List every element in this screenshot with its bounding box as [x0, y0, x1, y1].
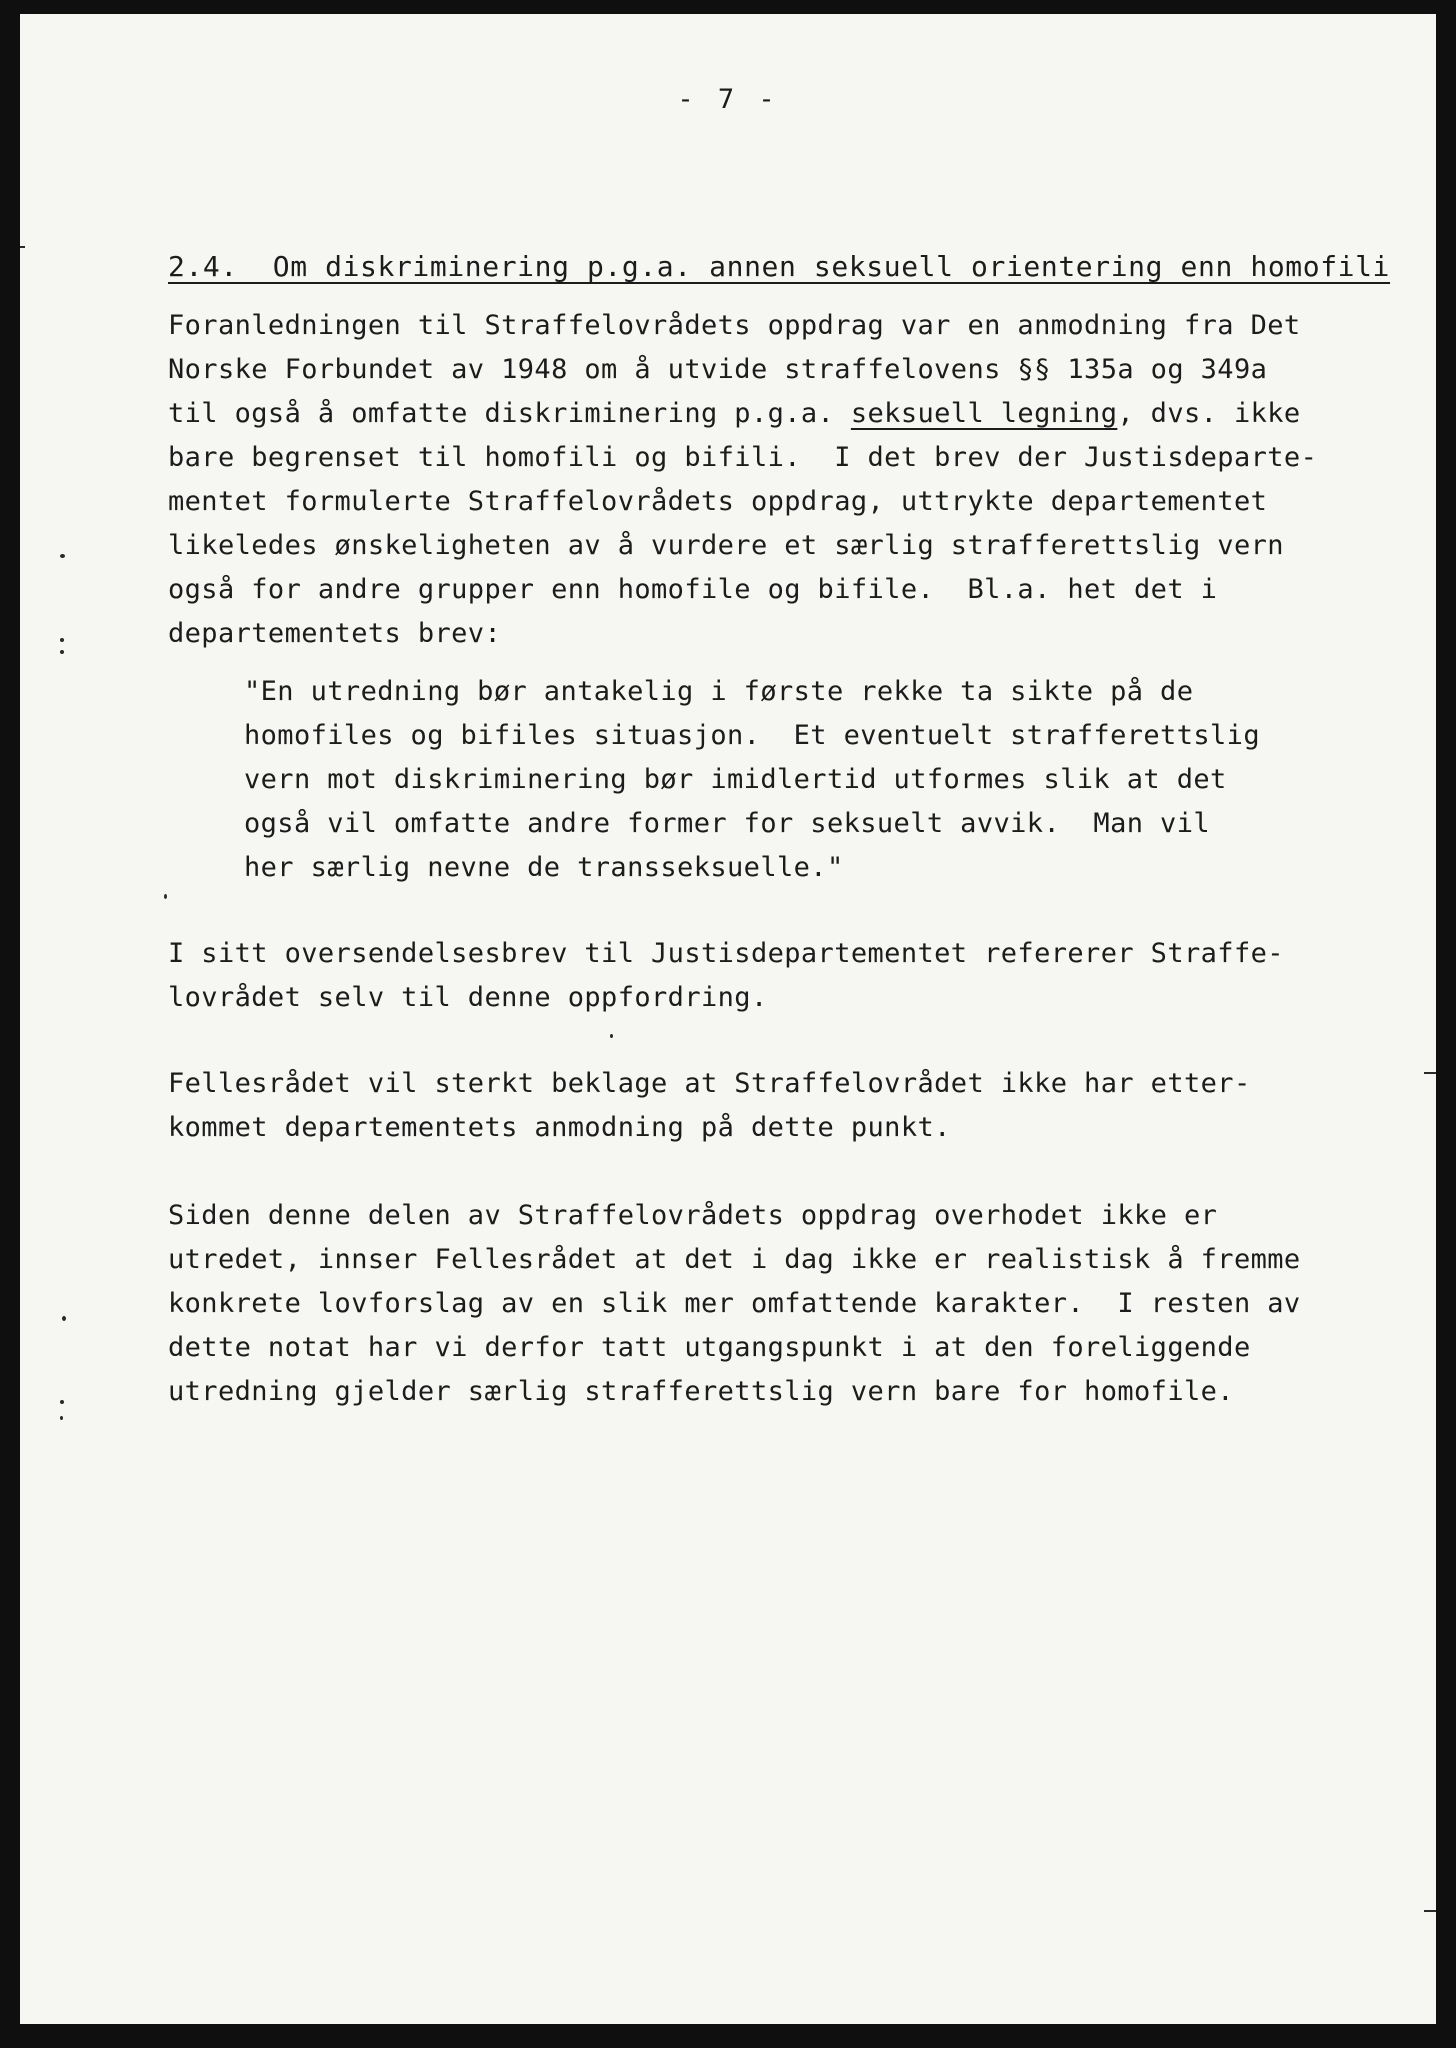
text-line: også for andre grupper enn homofile og bifile. Bl.a. het det i — [168, 574, 1218, 605]
block-quote — [244, 670, 1394, 890]
text-line: Norske Forbundet av 1948 om å utvide straffelovens §§ 135a og 349a — [168, 354, 1268, 385]
text-line: homofiles og bifiles situasjon. Et eventuelt strafferettslig — [244, 720, 1260, 751]
text-line: dette notat har vi derfor tatt utgangspunkt i at den foreliggende — [168, 1332, 1251, 1363]
scan-speck — [610, 1034, 613, 1038]
text-line: utredet, innser Fellesrådet at det i dag ikke er realistisk å fremme — [168, 1244, 1301, 1275]
text-line: "En utredning bør antakelig i første rekke ta sikte på de — [244, 676, 1194, 707]
paragraph-referral — [168, 932, 1412, 1020]
text-line: kommet departementets anmodning på dette punkt. — [168, 1112, 951, 1143]
edge-tick — [1424, 1910, 1436, 1912]
text-line: I sitt oversendelsesbrev til Justisdepartementet refererer Straffe- — [168, 938, 1284, 969]
edge-tick — [20, 246, 25, 248]
text-line — [168, 392, 1412, 436]
text-line: mentet formulerte Straffelovrådets oppdrag, uttrykte departementet — [168, 486, 1268, 517]
text-segment: , dvs. ikke — [1117, 398, 1301, 429]
paragraph-introduction — [168, 304, 1412, 656]
document-page — [20, 14, 1436, 2024]
text-line: Foranledningen til Straffelovrådets oppdrag var en anmodning fra Det — [168, 310, 1301, 341]
text-line: vern mot diskriminering bør imidlertid utformes slik at det — [244, 764, 1227, 795]
paragraph-regret — [168, 1062, 1412, 1150]
scan-speck — [62, 1316, 66, 1321]
text-line: lovrådet selv til denne oppfordring. — [168, 982, 768, 1013]
scan-speck — [60, 1416, 63, 1420]
scan-speck — [60, 1400, 64, 1404]
text-line: bare begrenset til homofili og bifili. I det brev der Justisdeparte- — [168, 442, 1318, 473]
section-heading: 2.4. Om diskriminering p.g.a. annen seksuell orientering enn homofili — [168, 250, 1391, 283]
text-line: likeledes ønskeligheten av å vurdere et særlig strafferettslig vern — [168, 530, 1284, 561]
paragraph-conclusion — [168, 1194, 1412, 1414]
text-line: utredning gjelder særlig strafferettslig vern bare for homofile. — [168, 1376, 1234, 1407]
text-segment: til også å omfatte diskriminering p.g.a. — [168, 398, 851, 429]
text-line: også vil omfatte andre former for seksuelt avvik. Man vil — [244, 808, 1211, 839]
scan-speck — [60, 650, 64, 654]
text-line: departementets brev: — [168, 618, 502, 649]
edge-tick — [1424, 1072, 1436, 1074]
scan-speck — [60, 638, 64, 642]
underlined-term: seksuell legning — [850, 398, 1118, 429]
page-number: - 7 - — [677, 84, 779, 115]
text-line: her særlig nevne de transseksuelle." — [244, 852, 844, 883]
text-line: Siden denne delen av Straffelovrådets oppdrag overhodet ikke er — [168, 1200, 1218, 1231]
scan-speck — [164, 894, 167, 899]
scan-speck — [60, 554, 65, 558]
text-line: konkrete lovforslag av en slik mer omfattende karakter. I resten av — [168, 1288, 1301, 1319]
text-line: Fellesrådet vil sterkt beklage at Straffelovrådet ikke har etter- — [168, 1068, 1251, 1099]
